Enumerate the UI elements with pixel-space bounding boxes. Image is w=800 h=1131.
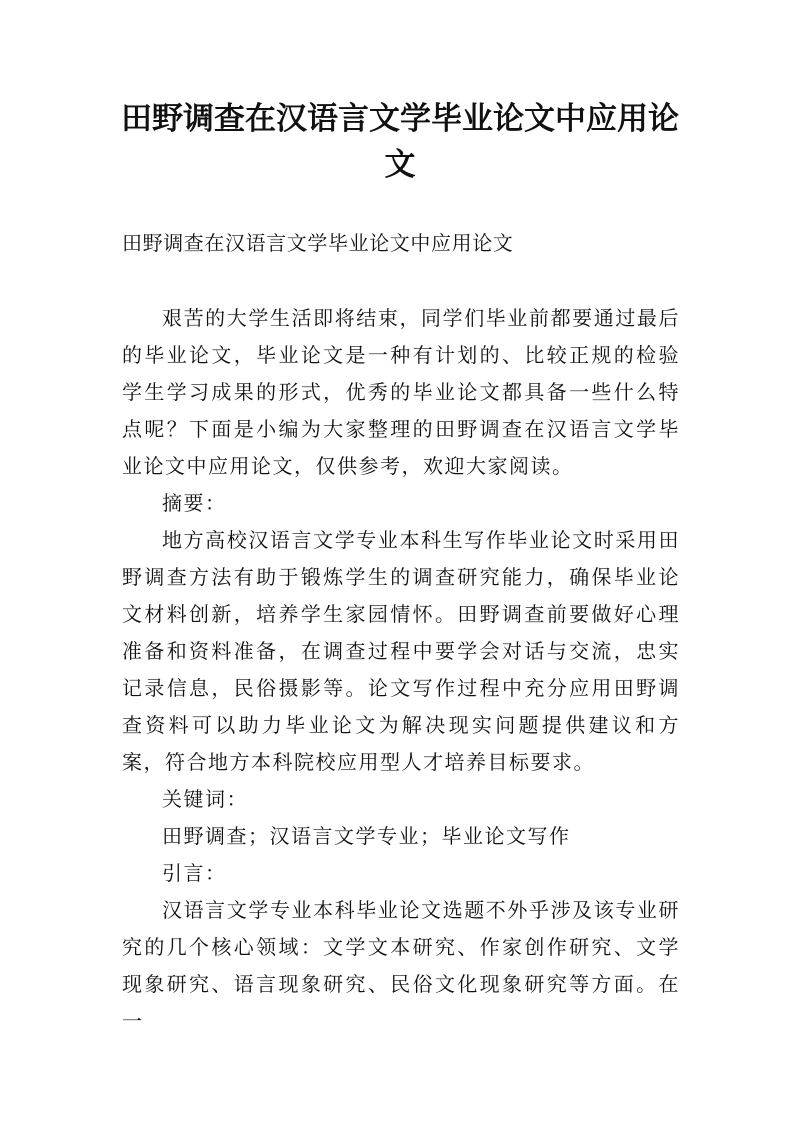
abstract-heading: 摘要： [162, 491, 227, 515]
abstract-paragraph: 地方高校汉语言文学专业本科生写作毕业论文时采用田野调查方法有助于锻炼学生的调查研究能力，确保毕业论文材料创新，培养学生家园情怀。田野调查前要做好心理准备和资料准备，在调查过程中要学会对话与交流，忠实记录信息，民俗摄影等。论文写作过程中充分应用田野调查资料可以助力毕业论文为解决现实问题提供建议和方案，符合地方本科院校应用型人才培养目标要求。 [122, 528, 680, 774]
document-subtitle: 田野调查在汉语言文学毕业论文中应用论文 [122, 231, 514, 255]
introduction-heading: 引言： [162, 861, 227, 885]
document-body [122, 300, 680, 1040]
intro-paragraph: 艰苦的大学生活即将结束，同学们毕业前都要通过最后的毕业论文，毕业论文是一种有计划的、比较正规的检验学生学习成果的形式，优秀的毕业论文都具备一些什么特点呢？下面是小编为大家整理的田野调查在汉语言文学毕业论文中应用论文，仅供参考，欢迎大家阅读。 [122, 306, 680, 478]
document-title: 田野调查在汉语言文学毕业论文中应用论文 [121, 101, 679, 183]
introduction-paragraph: 汉语言文学专业本科毕业论文选题不外乎涉及该专业研究的几个核心领域：文学文本研究、作家创作研究、文学现象研究、语言现象研究、民俗文化现象研究等方面。在一 [122, 898, 680, 1033]
keywords-heading: 关键词： [162, 787, 248, 811]
keywords-paragraph: 田野调查；汉语言文学专业；毕业论文写作 [162, 824, 571, 848]
